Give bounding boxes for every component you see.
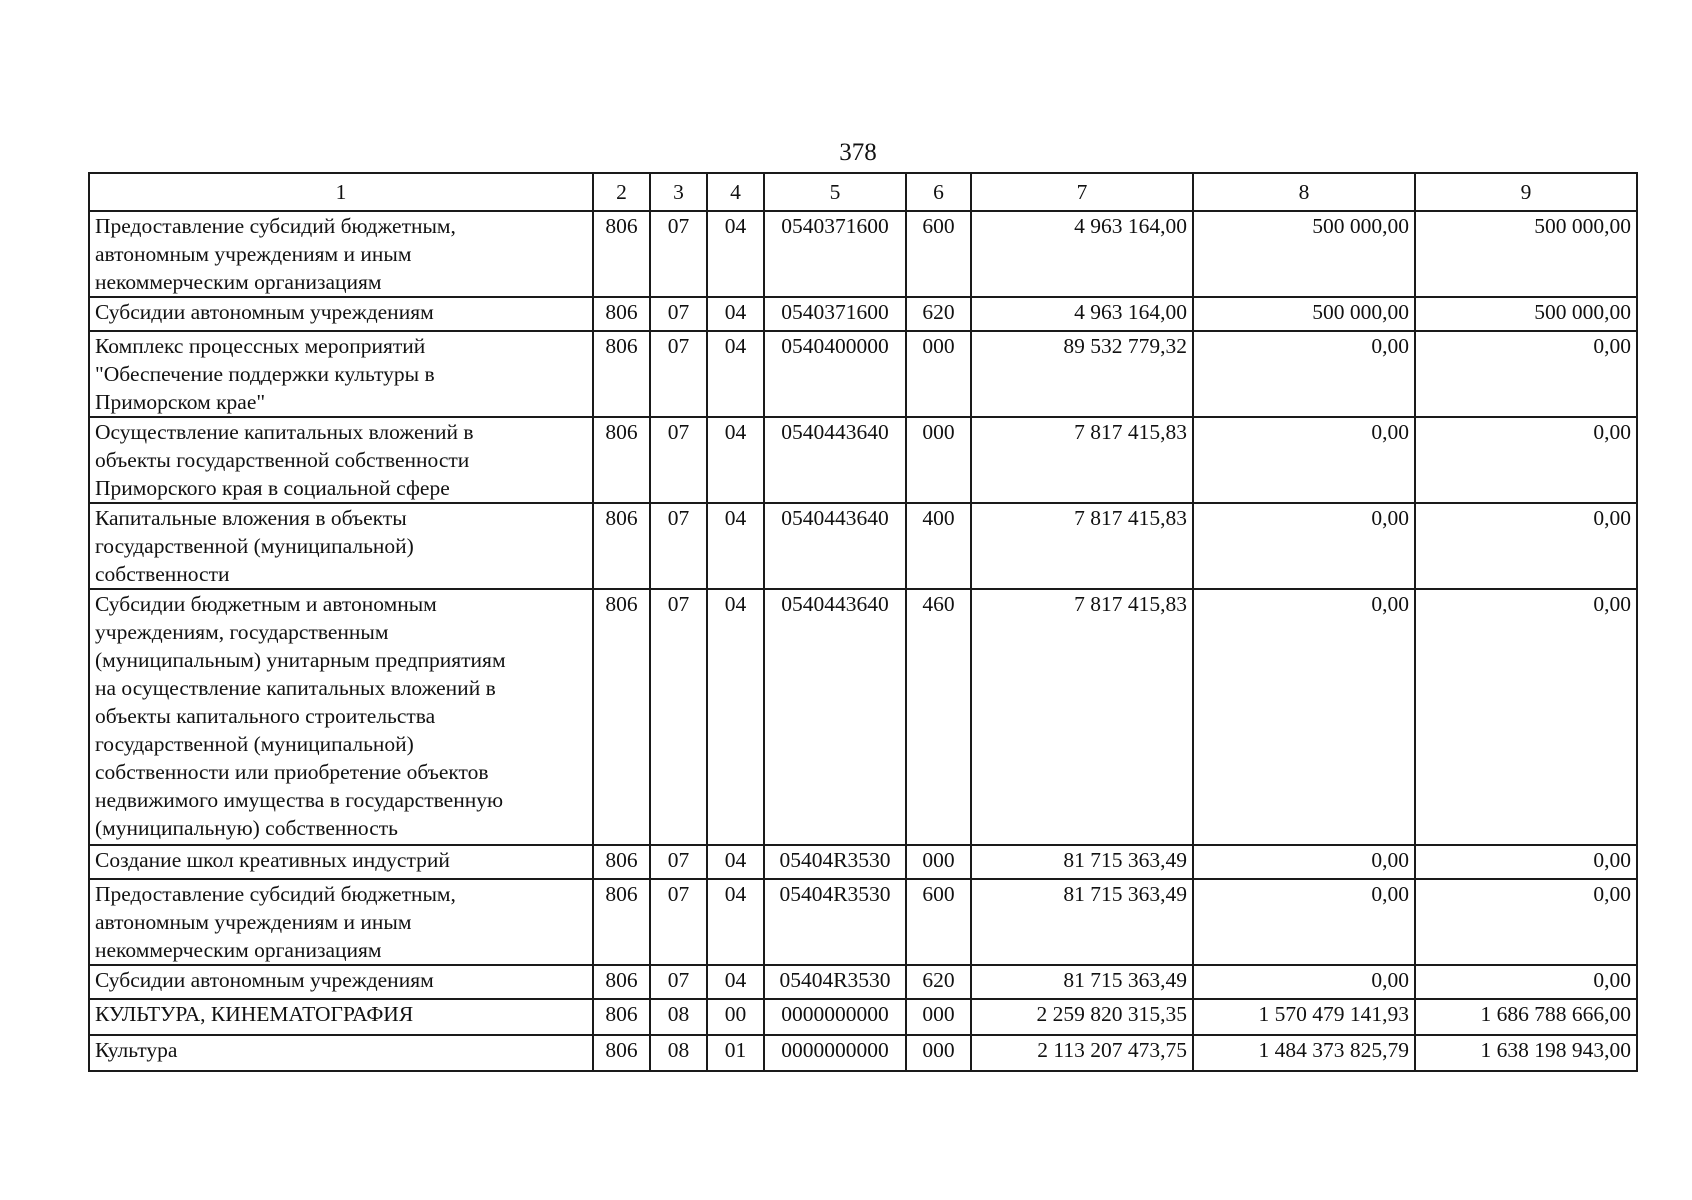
row-name: КУЛЬТУРА, КИНЕМАТОГРАФИЯ [89,999,593,1035]
cell-amount-col9: 0,00 [1415,503,1637,589]
table-row [89,589,1637,845]
column-header-1: 1 [89,173,593,211]
cell-ministry-code: 806 [593,331,650,417]
cell-target-article: 0000000000 [764,999,906,1035]
cell-amount-col8: 0,00 [1193,417,1415,503]
row-name: Субсидии бюджетным и автономным учреждениям, государственным (муниципальным) унитарным предприятиям на осуществление капитальных вложений в объекты капитального строительства государственной (муниципальной) собственности или приобретение объектов недвижимого имущества в государственную (муниципальную) собственность [89,589,593,845]
cell-ministry-code: 806 [593,297,650,331]
cell-amount-col7: 7 817 415,83 [971,589,1193,845]
cell-subsection-code: 04 [707,297,764,331]
cell-target-article: 0000000000 [764,1035,906,1071]
column-header-3: 3 [650,173,707,211]
cell-expense-type: 600 [906,879,971,965]
cell-amount-col9: 1 638 198 943,00 [1415,1035,1637,1071]
cell-amount-col7: 7 817 415,83 [971,503,1193,589]
cell-amount-col9: 0,00 [1415,331,1637,417]
cell-amount-col7: 81 715 363,49 [971,845,1193,879]
column-header-8: 8 [1193,173,1415,211]
column-header-9: 9 [1415,173,1637,211]
cell-amount-col9: 500 000,00 [1415,211,1637,297]
cell-section-code: 08 [650,999,707,1035]
cell-amount-col8: 0,00 [1193,589,1415,845]
cell-amount-col7: 7 817 415,83 [971,417,1193,503]
cell-amount-col9: 0,00 [1415,589,1637,845]
cell-section-code: 07 [650,297,707,331]
cell-ministry-code: 806 [593,211,650,297]
column-header-4: 4 [707,173,764,211]
cell-amount-col8: 0,00 [1193,503,1415,589]
cell-expense-type: 000 [906,331,971,417]
cell-expense-type: 460 [906,589,971,845]
cell-target-article: 0540371600 [764,297,906,331]
cell-expense-type: 000 [906,1035,971,1071]
cell-amount-col7: 2 113 207 473,75 [971,1035,1193,1071]
cell-expense-type: 620 [906,965,971,999]
cell-amount-col7: 81 715 363,49 [971,879,1193,965]
row-name: Субсидии автономным учреждениям [89,297,593,331]
cell-ministry-code: 806 [593,1035,650,1071]
column-header-6: 6 [906,173,971,211]
row-name: Капитальные вложения в объекты государственной (муниципальной) собственности [89,503,593,589]
row-name: Субсидии автономным учреждениям [89,965,593,999]
cell-section-code: 07 [650,879,707,965]
cell-expense-type: 000 [906,417,971,503]
cell-subsection-code: 04 [707,331,764,417]
table-row [89,503,1637,589]
table-row [89,417,1637,503]
cell-section-code: 07 [650,845,707,879]
cell-amount-col9: 0,00 [1415,965,1637,999]
cell-expense-type: 400 [906,503,971,589]
cell-section-code: 07 [650,211,707,297]
cell-target-article: 0540443640 [764,503,906,589]
row-name: Предоставление субсидий бюджетным, автономным учреждениям и иным некоммерческим организациям [89,211,593,297]
column-header-7: 7 [971,173,1193,211]
cell-amount-col8: 1 570 479 141,93 [1193,999,1415,1035]
cell-target-article: 0540371600 [764,211,906,297]
cell-section-code: 07 [650,965,707,999]
cell-expense-type: 600 [906,211,971,297]
cell-subsection-code: 01 [707,1035,764,1071]
cell-target-article: 0540400000 [764,331,906,417]
cell-target-article: 05404R3530 [764,965,906,999]
cell-section-code: 07 [650,589,707,845]
cell-amount-col8: 0,00 [1193,845,1415,879]
cell-expense-type: 000 [906,999,971,1035]
cell-target-article: 05404R3530 [764,845,906,879]
cell-amount-col7: 89 532 779,32 [971,331,1193,417]
cell-amount-col8: 500 000,00 [1193,297,1415,331]
cell-target-article: 0540443640 [764,417,906,503]
cell-amount-col8: 1 484 373 825,79 [1193,1035,1415,1071]
cell-subsection-code: 04 [707,211,764,297]
row-name: Создание школ креативных индустрий [89,845,593,879]
cell-target-article: 0540443640 [764,589,906,845]
column-header-5: 5 [764,173,906,211]
table-row [89,999,1637,1035]
cell-ministry-code: 806 [593,503,650,589]
row-name: Осуществление капитальных вложений в объекты государственной собственности Приморского края в социальной сфере [89,417,593,503]
cell-amount-col7: 81 715 363,49 [971,965,1193,999]
column-header-2: 2 [593,173,650,211]
cell-subsection-code: 04 [707,417,764,503]
table-row [89,331,1637,417]
row-name: Комплекс процессных мероприятий "Обеспечение поддержки культуры в Приморском крае" [89,331,593,417]
cell-amount-col8: 0,00 [1193,879,1415,965]
cell-subsection-code: 00 [707,999,764,1035]
cell-amount-col9: 0,00 [1415,417,1637,503]
cell-amount-col9: 0,00 [1415,879,1637,965]
cell-subsection-code: 04 [707,589,764,845]
cell-subsection-code: 04 [707,503,764,589]
cell-expense-type: 000 [906,845,971,879]
cell-subsection-code: 04 [707,845,764,879]
cell-amount-col8: 0,00 [1193,965,1415,999]
cell-amount-col9: 0,00 [1415,845,1637,879]
table-body [89,211,1637,1071]
cell-ministry-code: 806 [593,845,650,879]
cell-ministry-code: 806 [593,417,650,503]
cell-amount-col7: 2 259 820 315,35 [971,999,1193,1035]
table-row [89,879,1637,965]
row-name: Предоставление субсидий бюджетным, автономным учреждениям и иным некоммерческим организациям [89,879,593,965]
header-row [89,173,1637,211]
page-number: 378 [839,139,877,166]
cell-expense-type: 620 [906,297,971,331]
budget-table [88,172,1638,1072]
table-row [89,845,1637,879]
cell-amount-col9: 500 000,00 [1415,297,1637,331]
cell-amount-col9: 1 686 788 666,00 [1415,999,1637,1035]
cell-section-code: 08 [650,1035,707,1071]
row-name: Культура [89,1035,593,1071]
cell-amount-col8: 500 000,00 [1193,211,1415,297]
cell-ministry-code: 806 [593,999,650,1035]
cell-section-code: 07 [650,417,707,503]
cell-ministry-code: 806 [593,589,650,845]
table-row [89,1035,1637,1071]
table-row [89,211,1637,297]
cell-amount-col8: 0,00 [1193,331,1415,417]
cell-ministry-code: 806 [593,879,650,965]
cell-amount-col7: 4 963 164,00 [971,297,1193,331]
table-row [89,965,1637,999]
table-row [89,297,1637,331]
cell-section-code: 07 [650,503,707,589]
cell-subsection-code: 04 [707,879,764,965]
cell-amount-col7: 4 963 164,00 [971,211,1193,297]
cell-target-article: 05404R3530 [764,879,906,965]
cell-subsection-code: 04 [707,965,764,999]
cell-section-code: 07 [650,331,707,417]
cell-ministry-code: 806 [593,965,650,999]
